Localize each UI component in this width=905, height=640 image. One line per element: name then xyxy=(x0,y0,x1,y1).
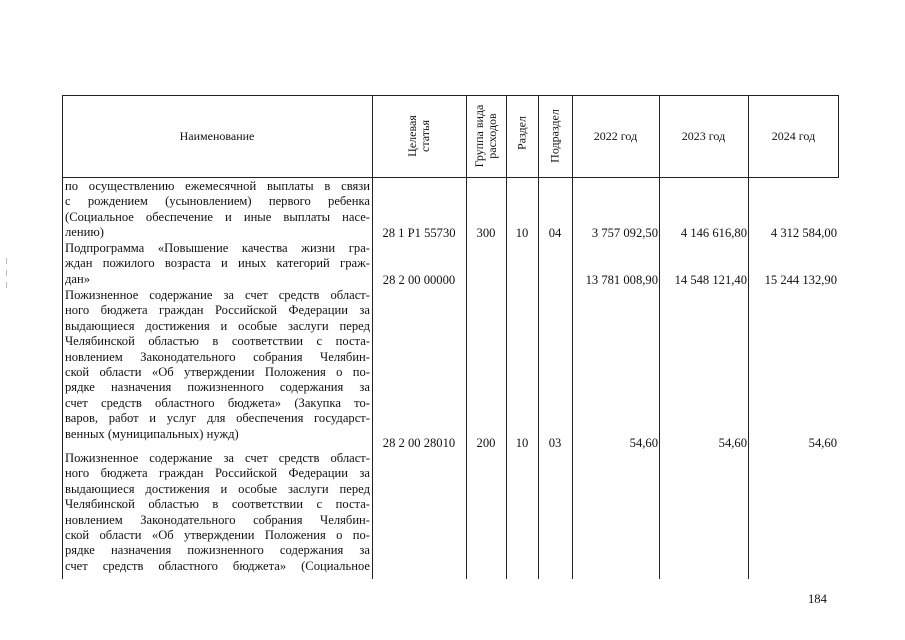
header-year-2022: 2022 год xyxy=(593,129,638,143)
row-1-section: 10 xyxy=(515,226,529,240)
header-target-article xyxy=(406,115,432,157)
column-divider-section xyxy=(538,95,539,579)
column-divider-code xyxy=(466,95,467,579)
scan-mark xyxy=(6,270,7,276)
row-3-2022: 54,60 xyxy=(629,436,658,450)
row-3-name-line: новлением Законодательного собрания Челябин- xyxy=(65,349,370,364)
row-1-name-line: лению) xyxy=(65,225,104,240)
row-1-name-line: (Социальное обеспечение и иные выплаты насе- xyxy=(65,209,370,224)
row-3-name xyxy=(65,288,370,442)
header-subsection: Подраздел xyxy=(547,109,562,163)
header-section: Раздел xyxy=(514,116,529,150)
row-3-code: 28 2 00 28010 xyxy=(382,436,456,450)
row-4-name-line: Челябинской областью в соответствии с поста- xyxy=(65,497,370,512)
row-2-name xyxy=(65,241,370,287)
row-3-name-line: ного бюджета граждан Российской Федерации за xyxy=(65,303,370,318)
row-3-name-line: Пожизненное содержание за счет средств област- xyxy=(65,288,370,302)
header-target-article-line1: Целевая xyxy=(405,115,419,157)
column-divider-2022 xyxy=(659,95,660,579)
row-1-code: 28 1 P1 55730 xyxy=(382,226,456,240)
column-divider-2023 xyxy=(748,95,749,579)
row-3-name-line: Челябинской областью в соответствии с поста- xyxy=(65,334,370,349)
row-2-2023: 14 548 121,40 xyxy=(674,273,747,287)
row-3-group: 200 xyxy=(476,436,496,450)
header-year-2024: 2024 год xyxy=(771,129,816,143)
row-3-name-line: ской области «Об утверждении Положения о по- xyxy=(65,365,370,380)
row-4-name-line: ской области «Об утверждении Положения о по- xyxy=(65,528,370,543)
header-name: Наименование xyxy=(179,129,255,143)
row-2-name-line: дан» xyxy=(65,271,91,286)
column-divider-subsection xyxy=(572,95,573,579)
row-1-group: 300 xyxy=(476,226,496,240)
row-3-name-line: выдающиеся достижения и особые заслуги перед xyxy=(65,318,370,333)
row-4-name xyxy=(65,451,370,574)
header-target-article-line2: статья xyxy=(418,120,432,152)
row-3-2024: 54,60 xyxy=(808,436,837,450)
row-2-name-line: ждан пожилого возраста и иных категорий граж- xyxy=(65,256,370,271)
row-4-name-line: Пожизненное содержание за счет средств област- xyxy=(65,451,370,465)
header-year-2023: 2023 год xyxy=(681,129,726,143)
table-top-border xyxy=(62,95,839,96)
row-3-name-line: рядке назначения пожизненного содержания за xyxy=(65,380,370,395)
column-divider-group xyxy=(506,95,507,579)
row-4-name-line: ного бюджета граждан Российской Федерации за xyxy=(65,466,370,481)
scan-mark xyxy=(6,258,7,264)
row-3-subsection: 03 xyxy=(548,436,562,450)
row-1-2022: 3 757 092,50 xyxy=(591,226,658,240)
row-4-name-line: выдающиеся достижения и особые заслуги перед xyxy=(65,481,370,496)
header-expense-group-line1: Группа вида xyxy=(472,104,486,168)
row-3-section: 10 xyxy=(515,436,529,450)
header-expense-group xyxy=(473,105,499,168)
row-2-code: 28 2 00 00000 xyxy=(382,273,456,287)
table-header-bottom-border xyxy=(62,177,839,178)
row-1-name-line: по осуществлению ежемесячной выплаты в связи xyxy=(65,179,370,193)
row-1-name xyxy=(65,179,370,241)
row-1-2024: 4 312 584,00 xyxy=(770,226,837,240)
row-1-2023: 4 146 616,80 xyxy=(680,226,747,240)
row-1-subsection: 04 xyxy=(548,226,562,240)
column-divider-name xyxy=(372,95,373,579)
scan-mark xyxy=(6,282,7,288)
row-3-name-line: счет средств областного бюджета» (Закупка то- xyxy=(65,395,370,410)
row-2-name-line: Подпрограмма «Повышение качества жизни гра- xyxy=(65,241,370,255)
row-3-2023: 54,60 xyxy=(718,436,747,450)
row-3-name-line: варов, работ и услуг для обеспечения государст- xyxy=(65,411,370,426)
table-left-border xyxy=(62,95,63,579)
row-4-name-line: рядке назначения пожизненного содержания за xyxy=(65,543,370,558)
row-4-name-line: новлением Законодательного собрания Челябин- xyxy=(65,512,370,527)
row-1-name-line: с рождением (усыновлением) первого ребенка xyxy=(65,194,370,209)
row-3-name-line: венных (муниципальных) нужд) xyxy=(65,426,239,441)
row-2-2024: 15 244 132,90 xyxy=(764,273,837,287)
page-number: 184 xyxy=(808,592,827,606)
row-4-name-line: счет средств областного бюджета» (Социальное xyxy=(65,558,370,573)
header-expense-group-line2: расходов xyxy=(485,113,499,159)
row-2-2022: 13 781 008,90 xyxy=(585,273,658,287)
